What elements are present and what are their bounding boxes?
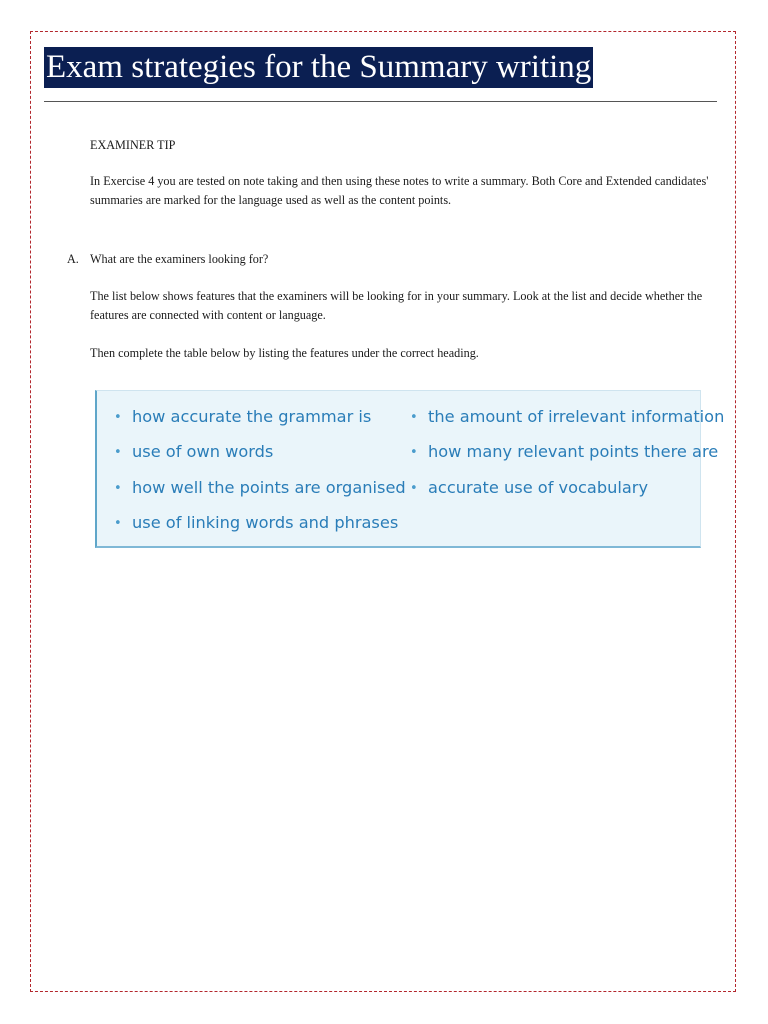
feature-text: use of linking words and phrases — [132, 513, 399, 532]
table-instruction-paragraph: Then complete the table below by listing the features under the correct heading. — [90, 346, 479, 360]
examiner-tip-heading: EXAMINER TIP — [90, 138, 176, 152]
section-a-letter: A. — [67, 252, 79, 266]
features-box — [95, 390, 725, 548]
bullet-icon: • — [114, 445, 122, 460]
bullet-icon: • — [114, 410, 122, 425]
feature-text: accurate use of vocabulary — [428, 478, 649, 497]
bullet-icon: • — [410, 481, 418, 496]
examiner-tip-body: In Exercise 4 you are tested on note taking and then using these notes to write a summary. Both Core and Extended candidates' summaries are marked for the language used as well as the content points. — [90, 174, 709, 207]
feature-text: use of own words — [132, 442, 274, 461]
page-title: Exam strategies for the Summary writing — [44, 47, 593, 88]
feature-text: how well the points are organised — [132, 478, 406, 497]
title-underline — [44, 101, 717, 102]
feature-text: how accurate the grammar is — [132, 407, 372, 426]
bullet-icon: • — [114, 481, 122, 496]
bullet-icon: • — [410, 410, 418, 425]
feature-text: the amount of irrelevant information — [428, 407, 725, 426]
bullet-icon: • — [114, 516, 122, 531]
bullet-icon: • — [410, 445, 418, 460]
features-intro-paragraph: The list below shows features that the examiners will be looking for in your summary. Look at the list and decide whether the features are connected with content or language. — [90, 289, 703, 322]
section-a-question: What are the examiners looking for? — [90, 252, 269, 266]
feature-text: how many relevant points there are — [428, 442, 719, 461]
